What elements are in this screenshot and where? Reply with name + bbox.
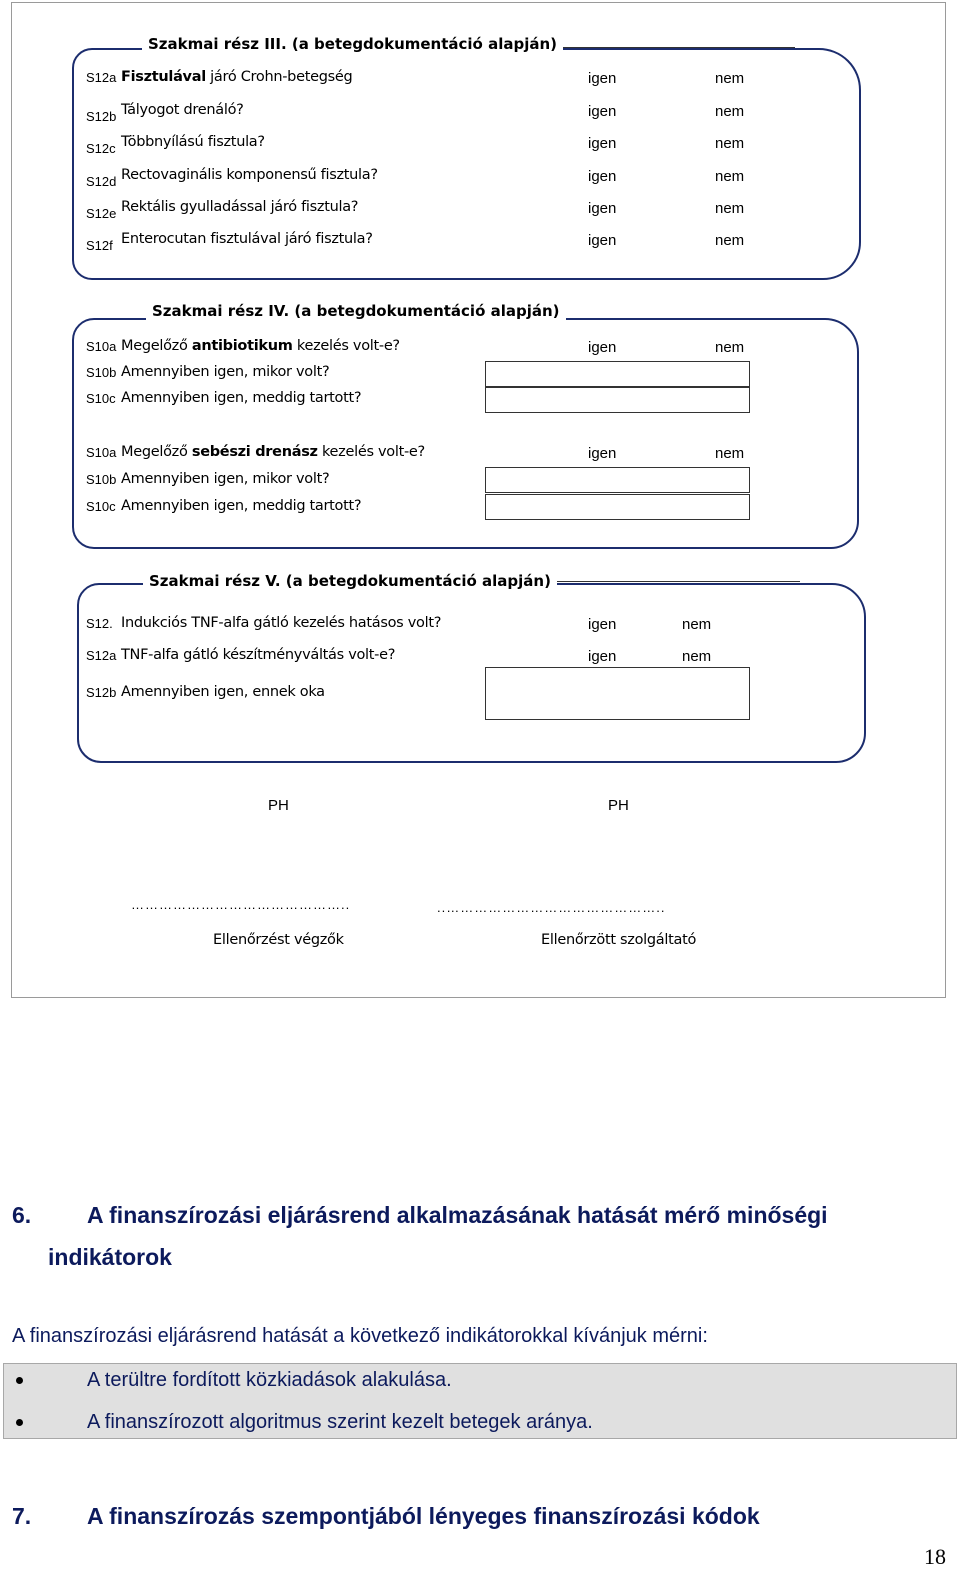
question-text (121, 364, 329, 380)
question-text-part: járó Crohn-betegség (205, 69, 353, 85)
question-code: S12a (86, 70, 117, 85)
signature-label-right: Ellenőrzött szolgáltató (541, 932, 697, 948)
question-code: S10c (86, 391, 116, 406)
section5-title: Szakmai rész V. (a betegdokumentáció alapján) (143, 572, 557, 590)
question-code: S12d (86, 174, 117, 189)
question-code: S12b (86, 685, 117, 700)
answer-no-option[interactable]: nem (682, 616, 712, 633)
chapter6-title-line2: indikátorok (48, 1244, 172, 1270)
answer-no-option[interactable]: nem (715, 70, 745, 87)
question-text (121, 338, 400, 354)
question-text-part: Tályogot drenáló? (121, 102, 244, 118)
question-text-part: Amennyiben igen, mikor volt? (121, 364, 330, 380)
question-text (121, 647, 395, 663)
section3-title-rule (540, 47, 795, 48)
question-text-part: kezelés volt-e? (292, 338, 400, 354)
stamp-placeholder-right: PH (608, 797, 629, 814)
indicator-item: A terültre fordított közkiadások alakulása. (87, 1369, 452, 1391)
answer-no-option[interactable]: nem (715, 168, 745, 185)
antibiotic-duration-input[interactable] (485, 387, 750, 413)
question-text (121, 199, 358, 215)
answer-yes-option[interactable]: igen (588, 135, 617, 152)
drainage-when-input[interactable] (485, 467, 750, 493)
answer-yes-option[interactable]: igen (588, 200, 617, 217)
question-text (121, 684, 325, 700)
question-text-part: Amennyiben igen, meddig tartott? (121, 498, 362, 514)
stamp-placeholder-left: PH (268, 797, 289, 814)
answer-yes-option[interactable]: igen (588, 70, 617, 87)
chapter7-title: A finanszírozás szempontjából lényeges finanszírozási kódok (87, 1503, 760, 1529)
question-text (121, 390, 361, 406)
question-code: S10a (86, 445, 117, 460)
question-text-part: Rektális gyulladással járó fisztula? (121, 199, 359, 215)
answer-no-option[interactable]: nem (715, 339, 745, 356)
chapter7-number: 7. (12, 1503, 32, 1529)
answer-yes-option[interactable]: igen (588, 445, 617, 462)
question-text-part: Indukciós TNF-alfa gátló kezelés hatásos volt? (121, 615, 442, 631)
question-text-part: Megelőző (121, 444, 192, 460)
answer-no-option[interactable]: nem (715, 232, 745, 249)
question-text-part: kezelés volt-e? (317, 444, 425, 460)
question-code: S10b (86, 365, 117, 380)
chapter6-number: 6. (12, 1202, 32, 1228)
question-code: S12b (86, 109, 117, 124)
answer-no-option[interactable]: nem (715, 200, 745, 217)
signature-label-left: Ellenőrzést végzők (213, 932, 344, 948)
bullet-icon (16, 1377, 23, 1384)
bullet-icon (16, 1419, 23, 1426)
answer-yes-option[interactable]: igen (588, 232, 617, 249)
question-text-emphasis: sebészi drenász (191, 444, 318, 460)
question-text-part: Amennyiben igen, meddig tartott? (121, 390, 362, 406)
answer-yes-option[interactable]: igen (588, 339, 617, 356)
question-text-part: Amennyiben igen, mikor volt? (121, 471, 330, 487)
question-code: S12c (86, 141, 116, 156)
question-text-part: Megelőző (121, 338, 192, 354)
question-text (121, 167, 378, 183)
question-text-part: Enterocutan fisztulával járó fisztula? (121, 231, 373, 247)
answer-no-option[interactable]: nem (715, 103, 745, 120)
question-text-part: Többnyílású fisztula? (121, 134, 265, 150)
question-text (121, 231, 373, 247)
answer-no-option[interactable]: nem (682, 648, 712, 665)
question-text-emphasis: Fisztulával (121, 69, 206, 85)
question-code: S12e (86, 206, 117, 221)
indicator-list (3, 1363, 957, 1439)
question-code: S12f (86, 238, 113, 253)
drainage-duration-input[interactable] (485, 494, 750, 520)
chapter6-intro: A finanszírozási eljárásrend hatását a következő indikátorokkal kívánjuk mérni: (12, 1325, 708, 1347)
signature-line-left: ……………………………………….. (131, 897, 351, 912)
question-text (121, 444, 425, 460)
answer-yes-option[interactable]: igen (588, 616, 617, 633)
section3-title: Szakmai rész III. (a betegdokumentáció alapján) (142, 35, 563, 53)
switch-reason-input[interactable] (485, 667, 750, 720)
question-text (121, 134, 265, 150)
question-code: S10c (86, 499, 116, 514)
page-number: 18 (924, 1544, 946, 1569)
question-code: S12a (86, 648, 117, 663)
answer-yes-option[interactable]: igen (588, 648, 617, 665)
chapter6-title-line1: A finanszírozási eljárásrend alkalmazásának hatását mérő minőségi (87, 1202, 828, 1228)
answer-yes-option[interactable]: igen (588, 168, 617, 185)
signature-line-right: ..……………………………………….. (437, 900, 666, 915)
answer-no-option[interactable]: nem (715, 135, 745, 152)
question-text-part: Rectovaginális komponensű fisztula? (121, 167, 378, 183)
answer-yes-option[interactable]: igen (588, 103, 617, 120)
question-text-emphasis: antibiotikum (191, 338, 293, 354)
indicator-item: A finanszírozott algoritmus szerint kezelt betegek aránya. (87, 1411, 593, 1433)
question-text (121, 69, 352, 85)
question-text (121, 102, 244, 118)
question-text-part: TNF-alfa gátló készítményváltás volt-e? (121, 647, 396, 663)
answer-no-option[interactable]: nem (715, 445, 745, 462)
question-code: S12. (86, 616, 113, 631)
question-text-part: Amennyiben igen, ennek oka (121, 684, 325, 700)
antibiotic-when-input[interactable] (485, 361, 750, 387)
section4-title: Szakmai rész IV. (a betegdokumentáció alapján) (146, 302, 566, 320)
question-text (121, 615, 441, 631)
question-code: S10a (86, 339, 117, 354)
question-text (121, 471, 329, 487)
question-code: S10b (86, 472, 117, 487)
question-text (121, 498, 361, 514)
